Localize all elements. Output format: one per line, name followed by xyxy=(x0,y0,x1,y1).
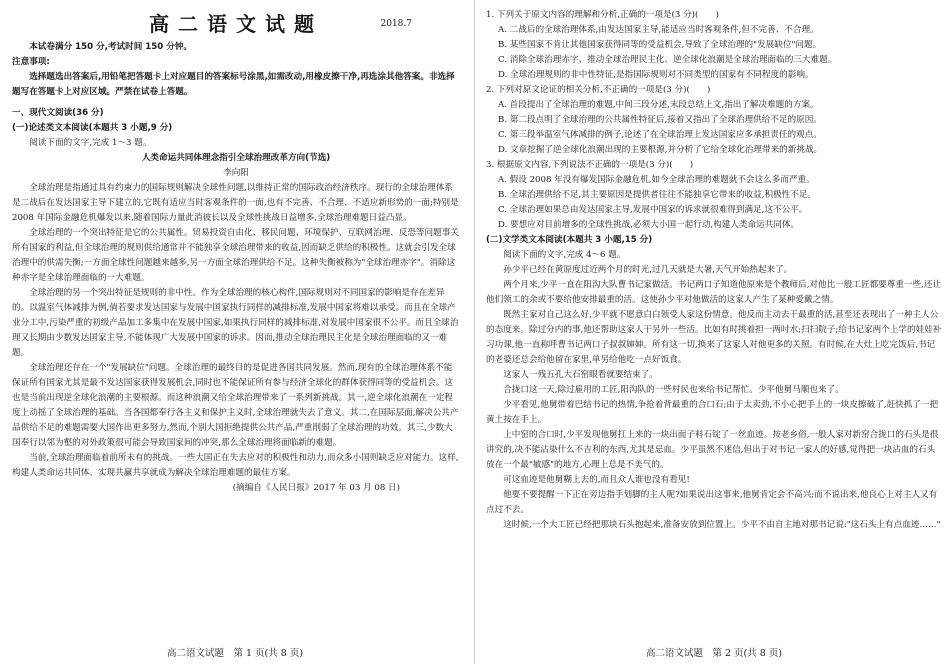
answer-option: B. 全球治理供给不足,其主要原因是提供者往往不能独享它带来的收益,积极性不足。 xyxy=(498,190,817,200)
answer-option: A. 二战后的全球治理体系,由发达国家主导,能适应当时客观条件,但不完善、不合理。 xyxy=(498,25,819,35)
story-paragraph: 这时候,一个大工匠已经把那块石头抱起来,准备安放到位置上。少平不由自主地对那书记说:"这石头上有点血迹……" xyxy=(503,520,941,530)
exam-title: 高二语文试题 xyxy=(149,12,323,36)
page-footer: 高二语文试题 第 2 页(共 8 页) xyxy=(645,648,783,659)
story-paragraph: 上中窑的合口时,少平发现他舅扛上来的一块出面子料石锭了一丝血迹。按老乡俗,一般人家对新窑合拢口的石头是很讲究的,决不能沾染什么不吉利的东西,尤其是忌血。少平虽然不迷信,但出于对书记一家人的好感,觉得把一块沾血的石头放在一个最"敏感"的地方,心理上总是不美气的。 xyxy=(486,430,939,470)
article-paragraph: 当前,全球治理面临着前所未有的挑战。一些大国正在失去应对的积极性和动力,而众多小国则缺乏应对能力。这样,构建人类命运共同体、实现共赢共享就成为解决全球治理难题的最佳方案。 xyxy=(12,453,459,478)
exam-date: 2018.7 xyxy=(380,19,412,29)
question-stem: 3. 根据原文内容,下列说法不正确的一项是(3 分)( ) xyxy=(486,160,694,170)
question-1 xyxy=(486,8,942,83)
article-paragraph: 全球治理还存在一个"发展缺位"问题。全球治理的最终目的是促进各国共同发展。然而,现有的全球治理体系不能保证所有国家尤其是最不发达国家获得发展机会,同时也不能保证所有参与经济全球化的群体获得同等的受益机会。这也是当前出现逆全球化浪潮的主要根源。而这种浪潮又给全球治理带来了一系列新挑战。其一,逆全球化浪潮在一定程度上动摇了全球治理的基础。当各国都奉行各主义和保护主义时,全球治理就失去了意义。其二,在国际层面,解决公共产品供给不足的难题需要大国作出更多努力,然而,个别大国拒绝提供公共产品,严重削弱了全球治理的功效。其三,少数大国奉行以邻为壑的对外政策很可能会导致国家间的冲突,那么全球治理将面临新的难题。 xyxy=(12,363,459,448)
question-3 xyxy=(486,158,942,233)
section-heading: 一、现代文阅读(36 分) xyxy=(12,108,104,118)
answer-option: C. 全球治理如果总由发达国家主导,发展中国家的诉求就很难得到满足,这不公平。 xyxy=(498,205,808,215)
article-source: (摘编自《人民日报》2017 年 03 月 08 日) xyxy=(232,483,400,493)
answer-option: A. 假设 2008 年没有爆发国际金融危机,如今全球治理的难题就不会这么多而严重。 xyxy=(498,175,815,185)
subsection-heading: (二)文学类文本阅读(本题共 3 小题,15 分) xyxy=(486,235,653,245)
article-paragraph: 全球治理是指通过具有约束力的国际规则解决全球性问题,以维持正常的国际政治经济秩序。现行的全球治理体系是二战后在发达国家主导下建立的,它既有适应当时客观条件的一面,也有不完善、不合理、不适应新形势的一面;特别是 2008 年国际金融危机爆发以来,随着国际力量此消彼长以及全球性挑战日益增多,全球治理难题日益凸显。 xyxy=(12,183,459,223)
answer-option: D. 要想应对目前增多的全球性挑战,必须大小国一起行动,构建人类命运共同体。 xyxy=(498,220,800,230)
question-2 xyxy=(486,83,942,158)
article-paragraph: 全球治理的一个突出特征是它的公共属性。贸易投资自由化、移民问题、环境保护、互联网治理、反恐等问题事关所有国家的利益,但全球治理的规则供给通常并不能独享全球治理带来的收益,因而缺乏供给的积极性。这就会引发全球治理中的供需失衡;一方面全球性问题越来越多,另一方面全球治理供给不足。这种失衡被称为"全球治理赤字"。消除这种赤字是全球治理面临的一大难题。 xyxy=(12,228,459,283)
story-paragraph: 他要不要提醒一下正在旁边指手划脚的主人呢?如果说出这事来,他舅肯定会不高兴;而不说出来,他良心上对主人又有点过不去。 xyxy=(486,490,938,515)
story-paragraph: 孙少平已经在黄原度过近两个月的时光,过几天就是大暑,天气开始热起来了。 xyxy=(503,265,793,275)
story-paragraph: 这家人一残五孔大石窑眼看就要结束了。 xyxy=(503,370,658,380)
article-paragraph: 全球治理的另一个突出特征是规则的非中性。作为全球治理的核心构件,国际规则对不同国家的影响是存在差异的。以温室气体减排为例,倘若要求发达国家与发展中国家执行同样的减排标准,发展中国家将难以承受。而且在全球产业分工中,污染严重的初级产品加工多集中在发展中国家,如果执行同样的减排标准,对发展中国家很不公平。而且全球治理又长期由少数发达国家主导,不能体现广大发展中国家的诉求。因而,推动全球治理民主化是全球治理面临的又一难题。 xyxy=(12,288,459,358)
exam-page-2 xyxy=(478,0,950,664)
question-stem: 1. 下列关于原文内容的理解和分析,正确的一项是(3 分)( ) xyxy=(486,10,719,20)
question-stem: 2. 下列对原文论证的相关分析,不正确的一项是(3 分)( ) xyxy=(486,85,711,95)
article-author: 李向阳 xyxy=(223,168,249,178)
article-title: 人类命运共同体理念指引全球治理改革方向(节选) xyxy=(141,153,331,163)
answer-option: C. 消除全球治理赤字、推动全球治理民主化、逆全球化浪潮是全球治理面临的三大难题。 xyxy=(498,55,837,65)
reading-instruction: 阅读下面的文字,完成 1～3 题。 xyxy=(29,138,152,148)
story-paragraph: 两个月来,少平一直在阳沟大队曹书记家做活。书记两口子知道他原来是个教师后,对他比一般工匠都要尊重一些,还让他们领工的余或不要给他安排最重的活。这使孙少平对他做活的这家人产生了某种爱戴之情。 xyxy=(486,280,942,305)
page-footer: 高二语文试题 第 1 页(共 8 页) xyxy=(166,648,304,659)
story-paragraph: 既然主家对自己这么好,少平就不愿意白白领受人家这份情意。他反而主动去干最重的活,甚至还表现出了一种主人公的态度来。除过分内的事,他还帮助这家人干另外一些活。比如有时挑着担一两吋水;扫扫院子;给书记家两个上学的娃娃补习功课,他一直称呼曹书记两口子叔叔婶婶。所有这一切,换来了这家人对他更多的关照。有时候,在大灶上吃完饭后,书记的老婆还总会给他留在家里,单另给他吃一点好饭食。 xyxy=(486,310,942,365)
answer-option: D. 文章挖掘了逆全球化浪潮出现的主要根源,并分析了它给全球化治理带来的新挑战。 xyxy=(498,145,823,155)
answer-option: D. 全球治理规则的非中性特征,是指国际规则对不同类型的国家有不同程度的影响。 xyxy=(498,70,814,80)
notice-text: 选择题选出答案后,用铅笔把答题卡上对应题目的答案标号涂黑,如需改动,用橡皮擦干净,再选涂其他答案。非选择题写在答题卡上对应区域。严禁在试卷上答题。 xyxy=(12,72,455,97)
answer-option: C. 第三段举温室气体减排的例子,论述了在全球治理上发达国家应多承担责任的观点。 xyxy=(498,130,822,140)
answer-option: A. 首段提出了全球治理的难题,中间三段分述,末段总结上文,指出了解决难题的方案。 xyxy=(498,100,819,110)
story-paragraph: 少平看见,他舅带着巴结书记的热情,争抢着背最重的合口石;由于太卖劲,不小心把手上的一块皮擦破了,赶快抓了一把黄土按在手上。 xyxy=(486,400,939,425)
reading-instruction: 阅读下面的文字,完成 4～6 题。 xyxy=(503,250,626,260)
subsection-heading: (一)论述类文本阅读(本题共 3 小题,9 分) xyxy=(12,123,173,133)
exam-page-1 xyxy=(0,0,470,664)
story-paragraph: 合拢口这一天,除过雇用的工匠,阳沟队的一些村民也来给书记帮忙。少平他舅马顺也来了。 xyxy=(503,385,844,395)
notice-heading: 注意事项: xyxy=(12,57,50,67)
exam-header xyxy=(12,8,460,40)
story-paragraph: 可这血迹是他舅糊上去的,而且众人谁也没有看见! xyxy=(503,475,690,485)
answer-option: B. 第二段点明了全球治理的公共属性特征后,接着又指出了全球治理供给不足的原因。 xyxy=(498,115,822,125)
score-info: 本试卷满分 150 分,考试时间 150 分钟。 xyxy=(29,42,193,52)
page-divider xyxy=(474,0,475,664)
answer-option: B. 某些国家不肯让其他国家获得同等的受益机会,导致了全球治理的"发展缺位"问题。 xyxy=(498,40,822,50)
